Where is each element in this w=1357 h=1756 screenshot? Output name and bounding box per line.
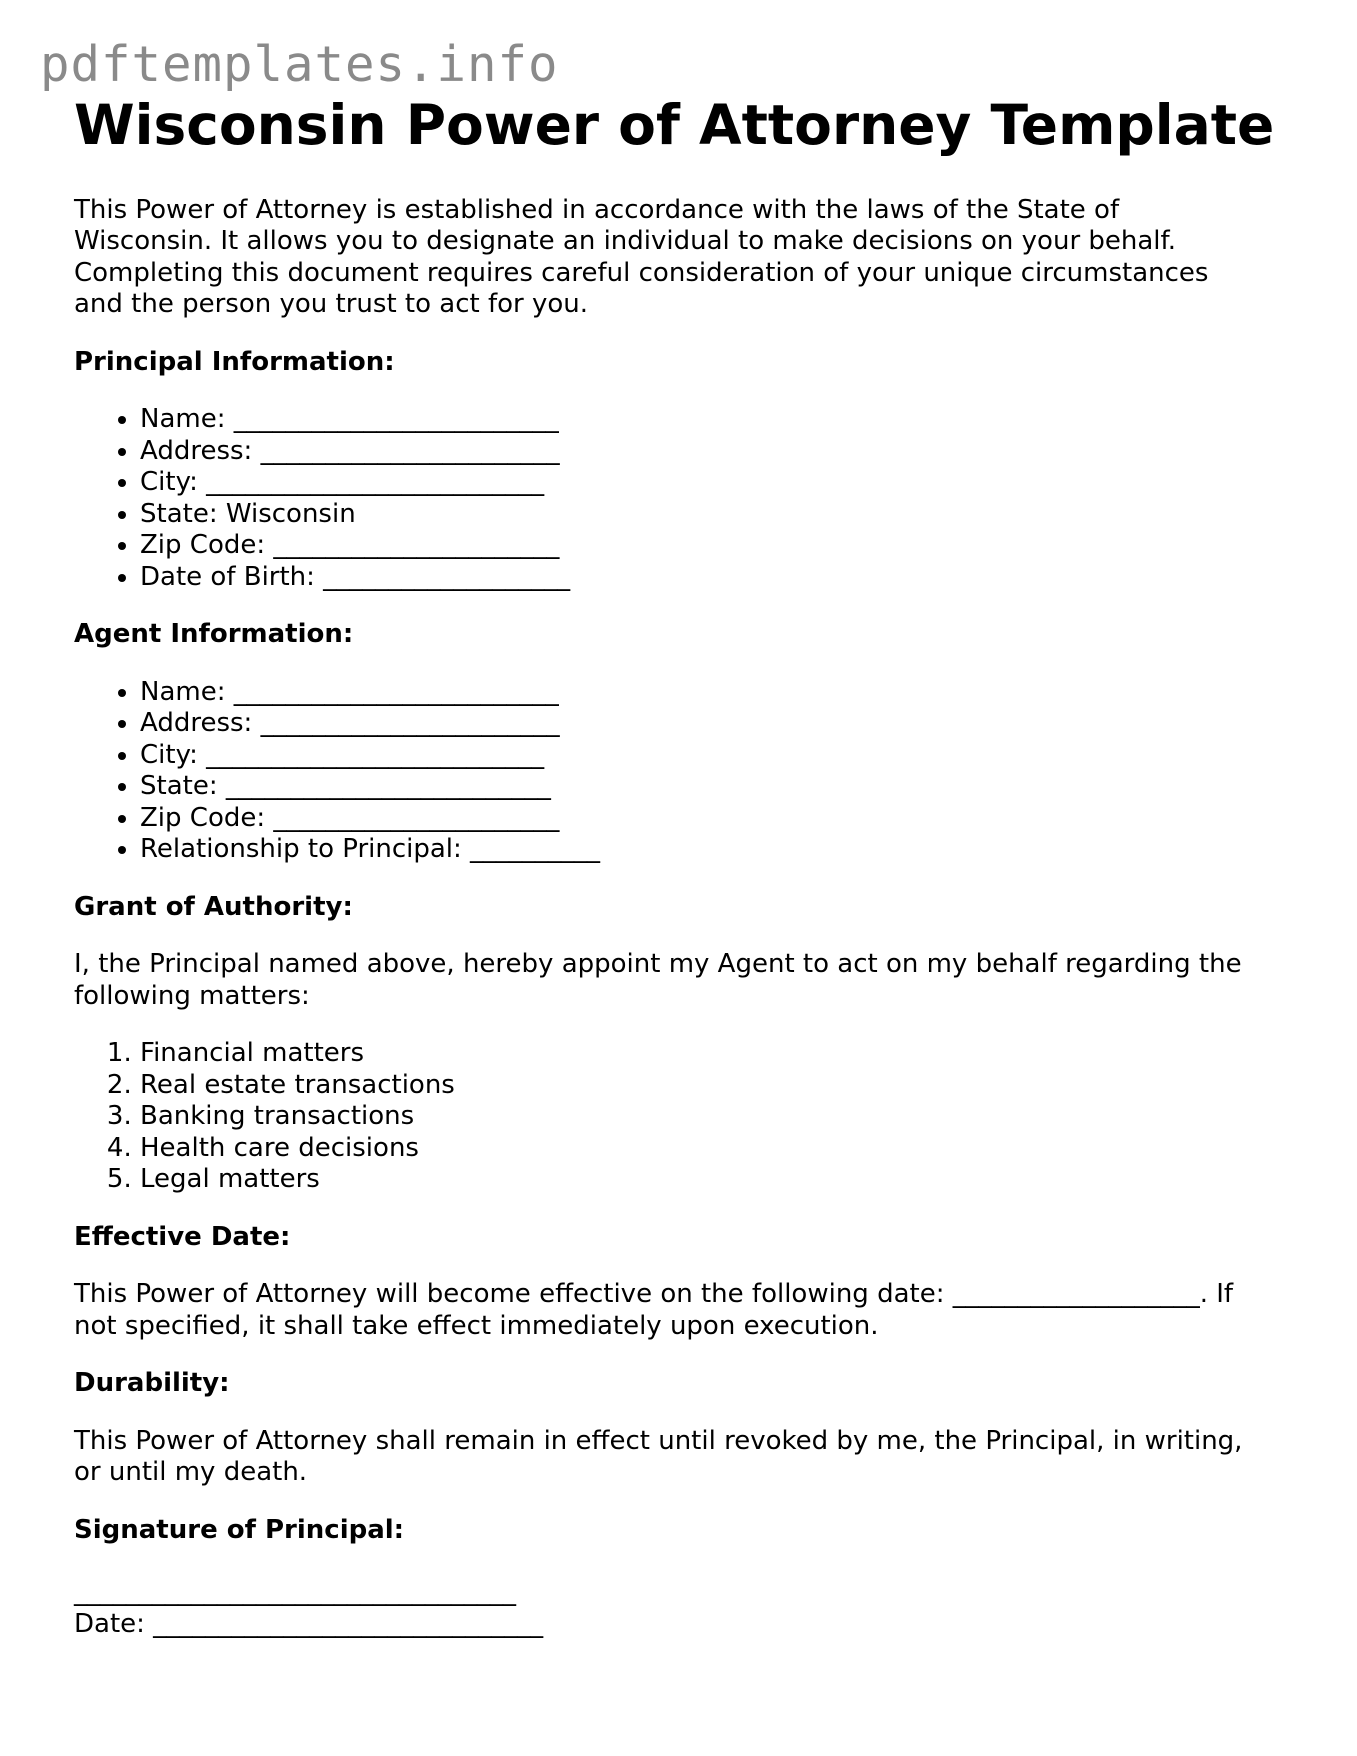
grant-paragraph: I, the Principal named above, hereby appoint my Agent to act on my behalf regarding the following matters: [74,949,1242,1011]
principal-heading: Principal Information: [74,346,395,377]
principal-state-field: • State: Wisconsin [140,499,1274,531]
signature-date-field[interactable]: Date: ______________________________ [74,1608,544,1639]
signature-line[interactable]: __________________________________ [74,1577,516,1607]
grant-list [74,1038,1274,1196]
page-title: Wisconsin Power of Attorney Template [74,93,1275,157]
principal-city-field[interactable]: • City: __________________________ [140,467,1274,499]
effective-date-paragraph[interactable]: This Power of Attorney will become effective on the following date: ___________________. If not specified, it shall take effect immediately upon execution. [74,1279,1234,1341]
agent-state-field[interactable]: • State: _________________________ [140,771,1274,803]
durability-heading: Durability: [74,1368,230,1398]
agent-address-field[interactable]: • Address: _______________________ [140,708,1274,740]
grant-item-banking: 3. Banking transactions [140,1101,1274,1133]
principal-list [74,404,1274,593]
grant-item-health-care: 4. Health care decisions [140,1133,1274,1165]
durability-paragraph: This Power of Attorney shall remain in effect until revoked by me, the Principal, in writing, or until my death. [74,1425,1243,1487]
principal-dob-field[interactable]: • Date of Birth: ___________________ [140,562,1274,594]
agent-zip-field[interactable]: • Zip Code: ______________________ [140,803,1274,835]
effective-date-heading: Effective Date: [74,1221,291,1252]
principal-address-field[interactable]: • Address: _______________________ [140,436,1274,468]
grant-item-financial: 1. Financial matters [140,1038,1274,1070]
grant-item-legal: 5. Legal matters [140,1164,1274,1196]
watermark: pdftemplates.info [40,36,559,93]
principal-name-field[interactable]: • Name: _________________________ [140,404,1274,436]
agent-relationship-field[interactable]: • Relationship to Principal: __________ [140,834,1274,866]
agent-city-field[interactable]: • City: __________________________ [140,740,1274,772]
agent-list [74,677,1274,866]
agent-heading: Agent Information: [74,619,354,649]
grant-heading: Grant of Authority: [74,891,353,922]
intro-paragraph: This Power of Attorney is established in accordance with the laws of the State of Wisconsin. It allows you to designate an individual to make decisions on your behalf. Completing this document requires careful consideration of your unique circumstances and the person you trust to act for you. [74,194,1209,319]
principal-zip-field[interactable]: • Zip Code: ______________________ [140,530,1274,562]
document-page [74,95,1274,1640]
signature-heading: Signature of Principal: [74,1514,405,1545]
agent-name-field[interactable]: • Name: _________________________ [140,677,1274,709]
grant-item-real-estate: 2. Real estate transactions [140,1070,1274,1102]
